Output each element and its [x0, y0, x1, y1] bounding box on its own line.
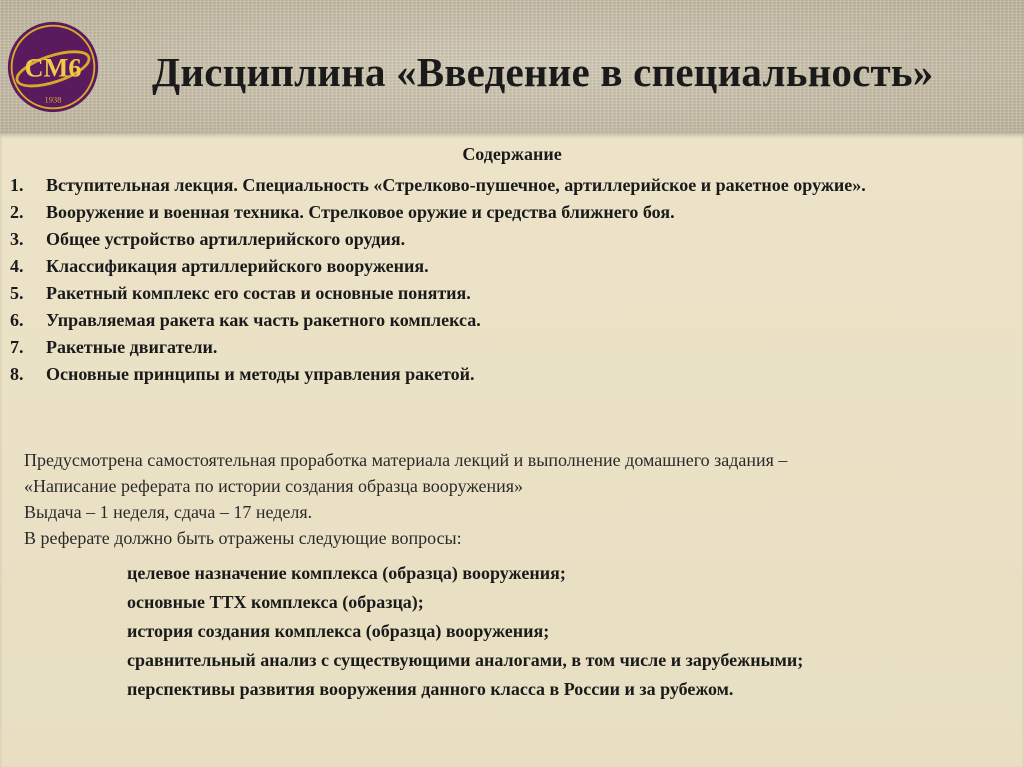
contents-list	[10, 172, 1012, 388]
list-item-number: 2.	[10, 202, 24, 222]
cm6-logo-icon	[6, 20, 100, 114]
list-item	[10, 199, 1012, 225]
assignment-line: В реферате должно быть отражены следующие вопросы:	[24, 528, 462, 548]
assignment-text	[24, 447, 1014, 551]
list-item-text: Основные принципы и методы управления ракетой.	[46, 364, 475, 384]
logo-text: СМ6	[24, 53, 82, 83]
list-item-text: Вооружение и военная техника. Стрелковое оружие и средства ближнего боя.	[46, 202, 675, 222]
logo-year: 1938	[44, 94, 62, 105]
list-item-number: 3.	[10, 229, 24, 249]
slide-header	[0, 0, 1024, 134]
assignment-line: Выдача – 1 неделя, сдача – 17 неделя.	[24, 502, 313, 522]
list-item	[10, 280, 1012, 306]
list-item-text: Общее устройство артиллерийского орудия.	[46, 229, 406, 249]
question-item: история создания комплекса (образца) вооружения;	[127, 621, 550, 641]
list-item-number: 7.	[10, 337, 24, 357]
question-item: целевое назначение комплекса (образца) вооружения;	[127, 563, 566, 583]
list-item-text: Ракетный комплекс его состав и основные понятия.	[46, 283, 471, 303]
list-item-number: 1.	[10, 175, 24, 195]
list-item-number: 6.	[10, 310, 24, 330]
page-title: Дисциплина «Введение в специальность»	[152, 49, 934, 95]
slide-content	[0, 134, 1024, 767]
list-item	[10, 172, 1012, 198]
list-item-text: Ракетные двигатели.	[46, 337, 218, 357]
list-item	[10, 334, 1012, 360]
assignment-line: Предусмотрена самостоятельная проработка материала лекций и выполнение домашнего задания –	[24, 450, 788, 470]
list-item-text: Вступительная лекция. Специальность «Стрелково-пушечное, артиллерийское и ракетное оружие».	[46, 175, 866, 195]
list-item-text: Управляемая ракета как часть ракетного комплекса.	[46, 310, 481, 330]
list-item	[10, 253, 1012, 279]
list-item-number: 4.	[10, 256, 24, 276]
list-item-number: 5.	[10, 283, 24, 303]
list-item-number: 8.	[10, 364, 24, 384]
question-item: сравнительный анализ с существующими аналогами, в том числе и зарубежными;	[127, 650, 804, 670]
question-item: перспективы развития вооружения данного класса в России и за рубежом.	[127, 679, 734, 699]
list-item-text: Классификация артиллерийского вооружения.	[46, 256, 429, 276]
questions-list	[127, 559, 1007, 704]
list-item	[10, 226, 1012, 252]
question-item: основные ТТХ комплекса (образца);	[127, 592, 424, 612]
list-item	[10, 307, 1012, 333]
contents-heading: Содержание	[462, 144, 562, 164]
assignment-line: «Написание реферата по истории создания образца вооружения»	[24, 476, 524, 496]
list-item	[10, 361, 1012, 387]
